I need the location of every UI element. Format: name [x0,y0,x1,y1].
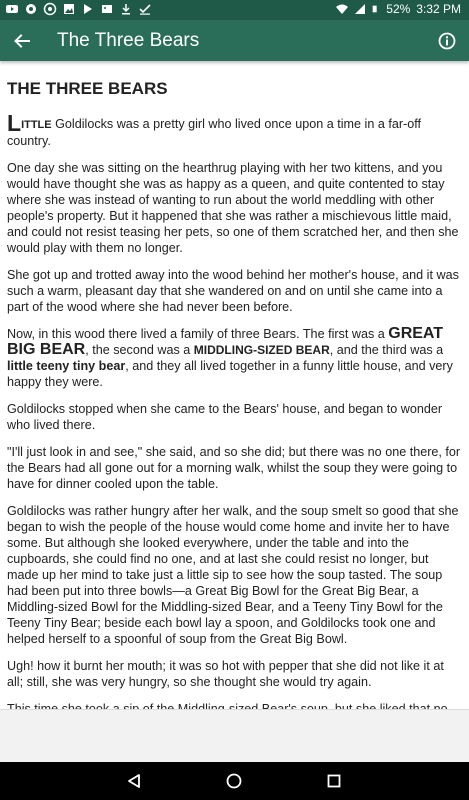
story-content[interactable] [0,61,469,709]
paragraph-text: Goldilocks was a pretty girl who lived once upon a time in a far-off country. [7,117,421,148]
story-paragraph: Goldilocks stopped when she came to the Bears' house, and began to wonder who lived there. [7,402,443,432]
nav-home-button[interactable] [222,769,246,793]
story-paragraph: One day she was sitting on the hearthrug playing with her two kittens, and you would have thought she was as happy as a queen, and quite contented to stay where she was instead of wanting to run about the world meddling with other people's property. But it happened that she was rather a mischievous little maid, and could not resist teasing her pets, so one of them scratched her, and then she would play with them no longer. [7,161,459,255]
image-icon [101,3,113,15]
back-button[interactable] [10,29,34,53]
battery-icon [372,3,380,15]
story-paragraph: Goldilocks was rather hungry after her walk, and the soup smelt so good that she began to wish the people of the house would come home and invite her to have some. But although she looked everywhere, under the table and into the cupboards, she could find no one, and at last she could resist no longer, but made up her mind to take just a little sip to see how the soup tasted. The soup had been put into three bowls—a Great Big Bowl for the Great Big Bear, a Middling-sized Bowl for the Middling-sized Bear, and a Teeny Tiny Bowl for the Teeny Tiny Bear; beside each bowl lay a spoon, and Goldilocks took one and helped herself to a spoonful of soup from the Great Big Bowl. [7,504,459,646]
wifi-icon [336,3,348,15]
page-title: The Three Bears [57,30,200,51]
middling-bear-text: MIDDLING-SIZED BEAR [193,343,330,357]
tiny-bear-text: little teeny tiny bear [7,359,126,373]
story-paragraph [7,326,462,390]
battery-percentage: 52% [386,2,411,16]
notification-icons [6,3,151,15]
nav-back-button[interactable] [122,769,146,793]
check-icon [139,3,151,15]
drop-cap: L [7,110,22,136]
download-icon [120,3,132,15]
app-bar [0,20,469,61]
small-caps-text: ITTLE [21,119,52,131]
info-icon [438,32,456,50]
story-paragraph [7,110,462,149]
circle-home-icon [226,773,242,789]
system-status [336,2,461,16]
gallery-icon [63,3,75,15]
youtube-icon [6,3,18,15]
chrome-icon [44,3,56,15]
nav-recents-button[interactable] [322,769,346,793]
story-paragraph: Ugh! how it burnt her mouth; it was so hot with pepper that she did not like it at all; still, she was very hungry, so she thought she would try again. [7,659,444,689]
navigation-bar [0,762,469,800]
bottom-panel [0,709,469,763]
great-big-bear-text: GREAT BIG BEAR [7,325,444,358]
paragraph-text: Now, in this wood there lived a family of three Bears. The first was a [7,327,389,341]
triangle-back-icon [126,773,142,789]
info-button[interactable] [435,29,459,53]
paragraph-text: , and they all lived together in a funny little house, and very happy they were. [7,359,453,389]
signal-icon [354,3,366,15]
arrow-back-icon [13,32,31,50]
paragraph-text: , and the third was a [329,343,444,357]
play-store-icon [82,3,94,15]
square-recents-icon [326,773,342,789]
story-paragraph: She got up and trotted away into the wood behind her mother's house, and it was such a warm, pleasant day that she wandered on and on until she came into a part of the wood where she had never been before. [7,268,459,314]
story-paragraph: "I'll just look in and see," she said, and so she did; but there was no one there, for the Bears had all gone out for a morning walk, whilst the soup they were going to have for dinner cooled upon the table. [7,445,461,491]
paragraph-text: , the second was a [85,343,194,357]
status-bar [0,0,469,20]
clock: 3:32 PM [416,2,461,16]
settings-icon [25,3,37,15]
story-heading: THE THREE BEARS [7,79,168,98]
